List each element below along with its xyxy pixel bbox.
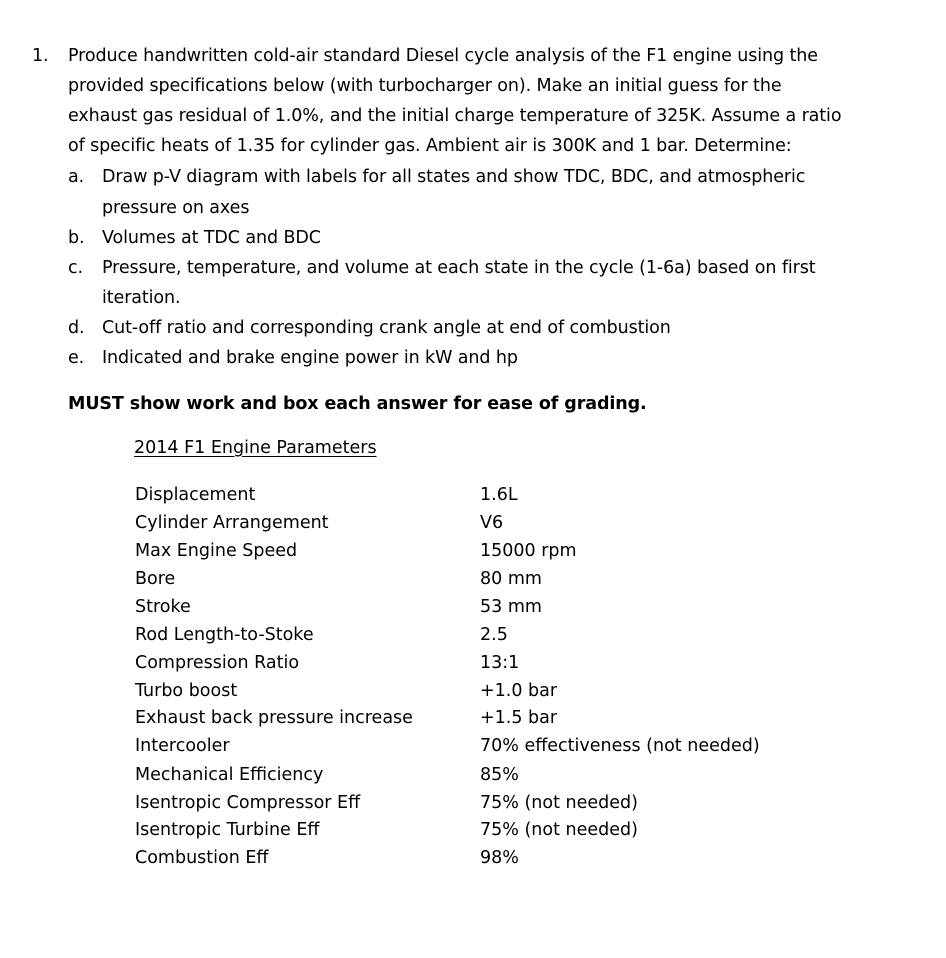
param-name: Cylinder Arrangement (135, 513, 329, 533)
param-name: Combustion Eff (135, 848, 269, 868)
param-name: Displacement (135, 485, 256, 505)
grading-instruction: MUST show work and box each answer for ease of grading. (68, 394, 647, 414)
param-value: 13:1 (480, 653, 520, 673)
question-line-4: of specific heats of 1.35 for cylinder gas. Ambient air is 300K and 1 bar. Determine: (68, 136, 792, 156)
part-c-line-2: iteration. (102, 288, 181, 308)
part-c-letter: c. (68, 258, 83, 278)
param-value: 75% (not needed) (480, 793, 638, 813)
param-name: Bore (135, 569, 176, 589)
part-a-letter: a. (68, 167, 85, 187)
part-d-line-1: Cut-off ratio and corresponding crank angle at end of combustion (102, 318, 671, 338)
part-a-line-2: pressure on axes (102, 198, 250, 218)
param-value: V6 (480, 513, 504, 533)
parameters-heading: 2014 F1 Engine Parameters (134, 438, 377, 458)
param-value: 85% (480, 765, 519, 785)
question-line-3: exhaust gas residual of 1.0%, and the initial charge temperature of 325K. Assume a ratio (68, 106, 842, 126)
part-e-line-1: Indicated and brake engine power in kW and hp (102, 348, 518, 368)
question-line-2: provided specifications below (with turbocharger on). Make an initial guess for the (68, 76, 782, 96)
question-number: 1. (32, 46, 49, 66)
param-name: Compression Ratio (135, 653, 300, 673)
part-b-letter: b. (68, 228, 85, 248)
param-value: +1.0 bar (480, 681, 558, 701)
param-value: +1.5 bar (480, 708, 558, 728)
param-name: Isentropic Compressor Eff (135, 793, 361, 813)
param-name: Stroke (135, 597, 191, 617)
param-name: Mechanical Efficiency (135, 765, 324, 785)
param-value: 1.6L (480, 485, 518, 505)
param-name: Turbo boost (135, 681, 238, 701)
param-value: 2.5 (480, 625, 508, 645)
param-name: Intercooler (135, 736, 230, 756)
param-name: Rod Length-to-Stoke (135, 625, 314, 645)
part-c-line-1: Pressure, temperature, and volume at each state in the cycle (1-6a) based on first (102, 258, 816, 278)
param-value: 53 mm (480, 597, 542, 617)
param-name: Max Engine Speed (135, 541, 298, 561)
param-name: Isentropic Turbine Eff (135, 820, 320, 840)
param-name: Exhaust back pressure increase (135, 708, 413, 728)
part-d-letter: d. (68, 318, 85, 338)
part-e-letter: e. (68, 348, 85, 368)
param-value: 98% (480, 848, 519, 868)
question-line-1: Produce handwritten cold-air standard Diesel cycle analysis of the F1 engine using the (68, 46, 818, 66)
param-value: 75% (not needed) (480, 820, 638, 840)
param-value: 15000 rpm (480, 541, 577, 561)
part-b-line-1: Volumes at TDC and BDC (102, 228, 321, 248)
part-a-line-1: Draw p-V diagram with labels for all states and show TDC, BDC, and atmospheric (102, 167, 806, 187)
param-value: 80 mm (480, 569, 542, 589)
param-value: 70% effectiveness (not needed) (480, 736, 760, 756)
